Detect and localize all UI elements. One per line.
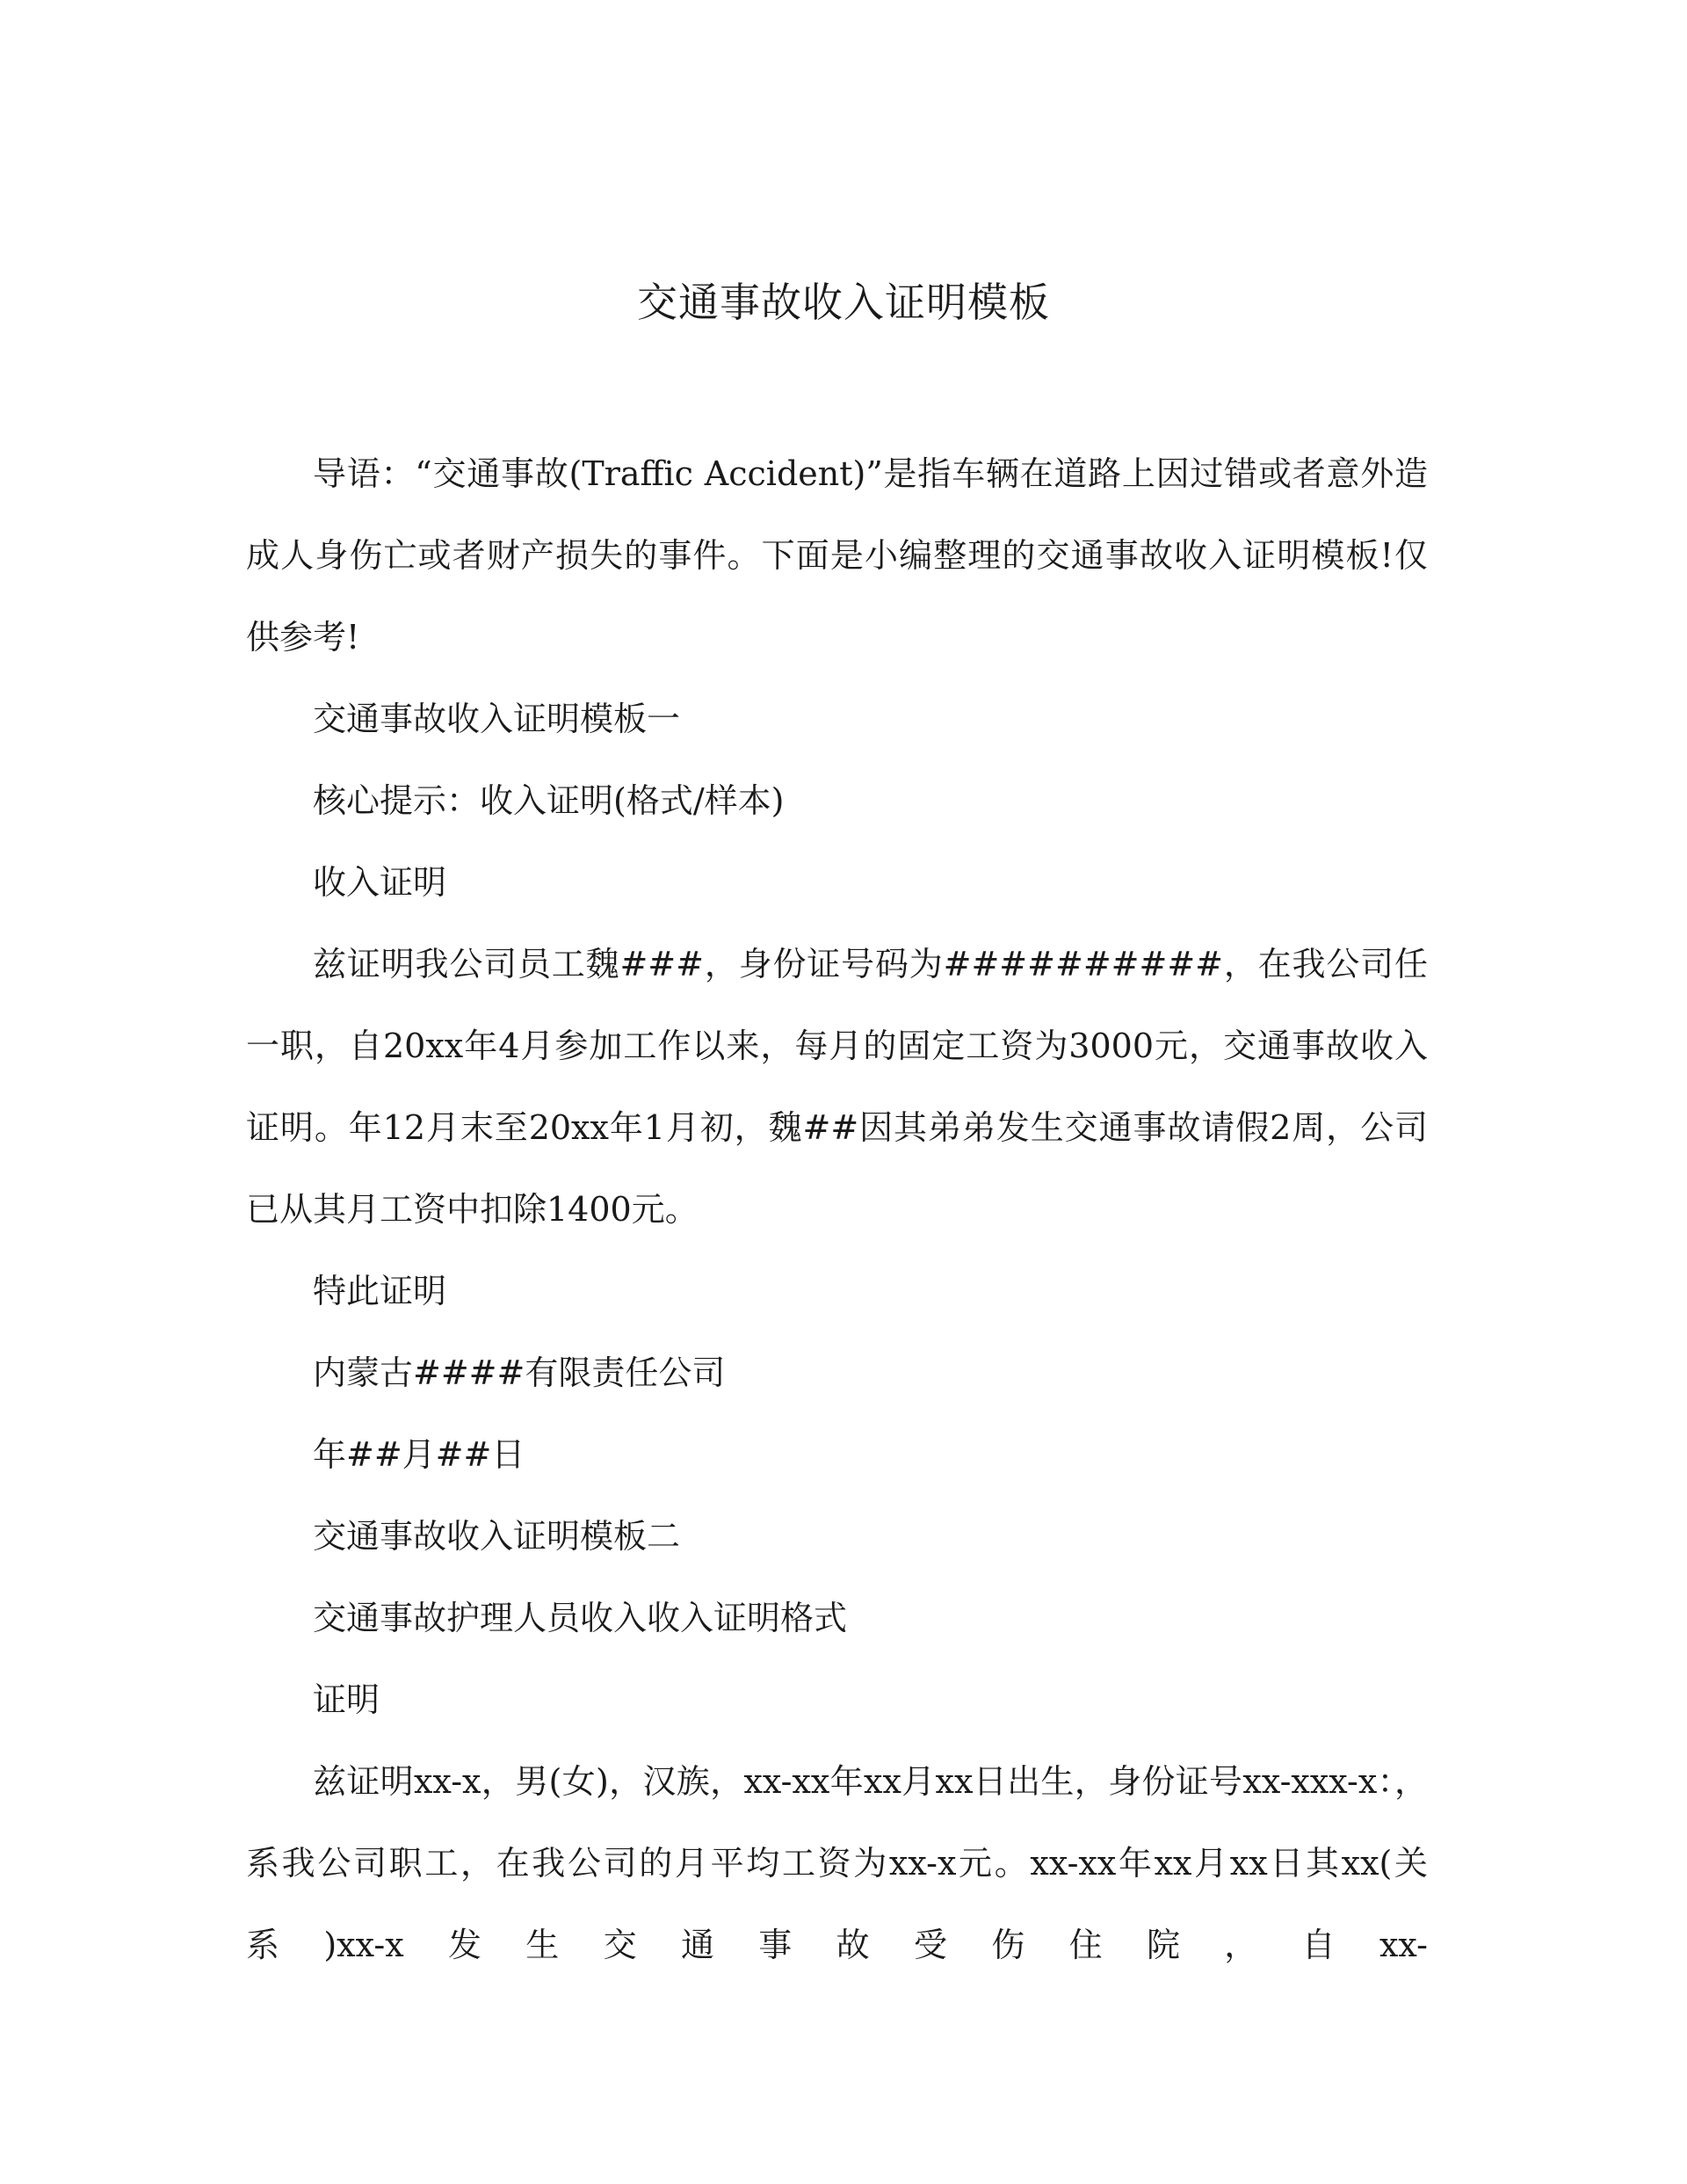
certification-closing: 特此证明	[313, 1272, 447, 1310]
proof-body-paragraph: 兹证明xx-x，男(女)，汉族，xx-xx年xx月xx日出生，身份证号xx-xxx-x：，系我公司职工，在我公司的月平均工资为xx-x元。xx-xx年xx月xx日其xx(关系)xx-x发生交通事故受伤住院，自xx-	[246, 1762, 1428, 1964]
proof-heading: 证明	[313, 1680, 380, 1719]
subheading-caregiver-format: 交通事故护理人员收入收入证明格式	[313, 1599, 848, 1637]
certificate-body-paragraph: 兹证明我公司员工魏###，身份证号码为##########，在我公司任一职，自20xx年4月参加工作以来，每月的固定工资为3000元，交通事故收入证明。年12月末至20xx年1月初，魏##因其弟弟发生交通事故请假2周，公司已从其月工资中扣除1400元。	[246, 945, 1428, 1229]
intro-paragraph: 导语：“交通事故(Traffic Accident)”是指车辆在道路上因过错或者意外造成人身伤亡或者财产损失的事件。下面是小编整理的交通事故收入证明模板!仅供参考!	[246, 454, 1428, 657]
core-tip-line: 核心提示：收入证明(格式/样本)	[313, 781, 785, 820]
document-body	[246, 433, 1428, 1986]
section-heading-template-two: 交通事故收入证明模板二	[313, 1517, 681, 1556]
certificate-heading: 收入证明	[313, 863, 447, 902]
section-heading-template-one: 交通事故收入证明模板一	[313, 700, 681, 738]
document-title: 交通事故收入证明模板	[637, 279, 1050, 326]
company-name: 内蒙古####有限责任公司	[313, 1353, 726, 1392]
date-line: 年##月##日	[313, 1435, 525, 1474]
